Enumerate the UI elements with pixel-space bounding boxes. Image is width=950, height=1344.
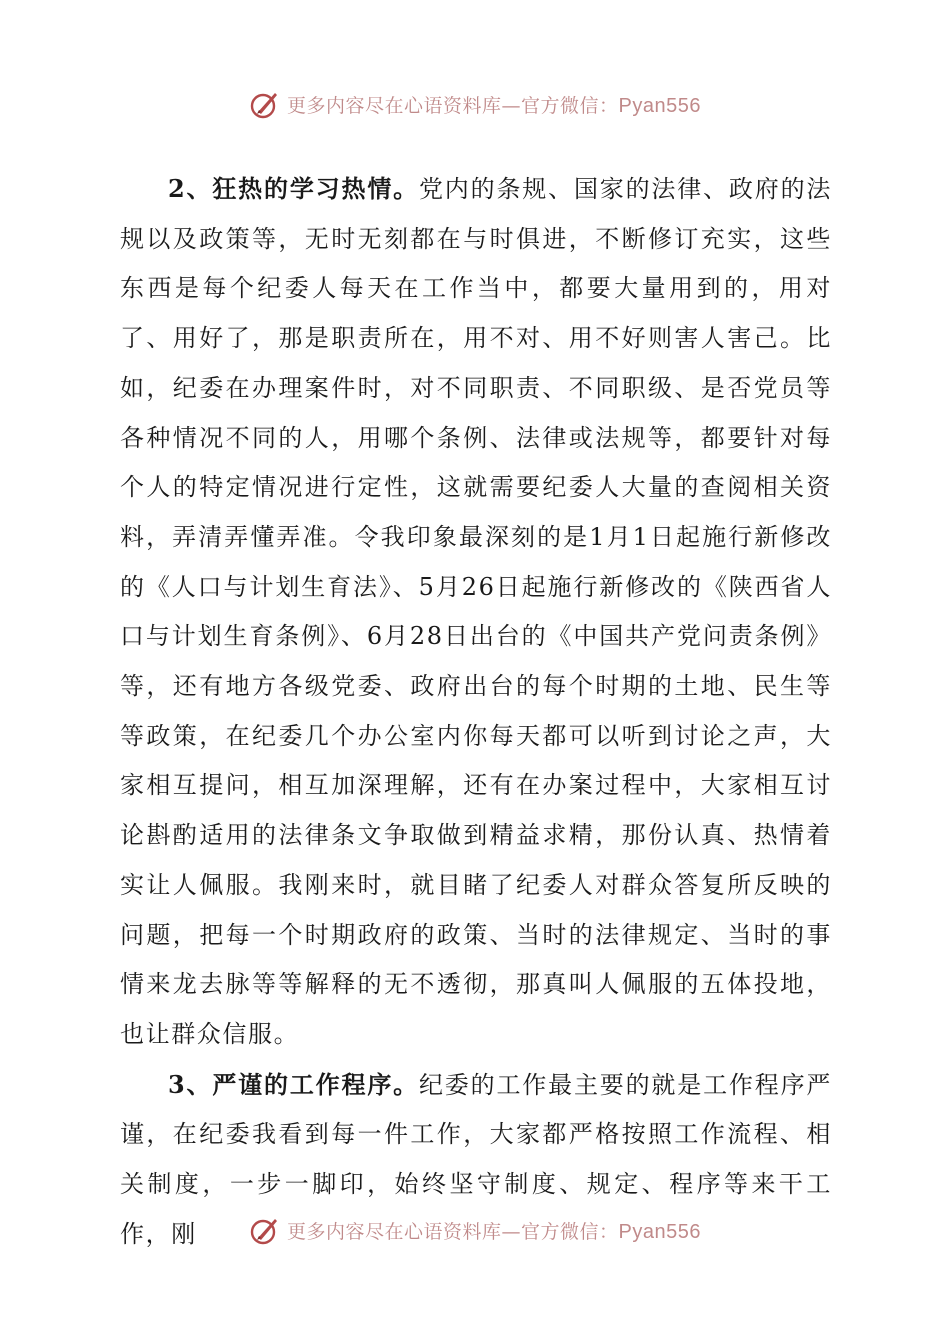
watermark-text — [287, 91, 701, 118]
watermark-wechat-id: Pyan556 — [618, 94, 701, 117]
paragraph-heading: 2、狂热的学习热情。 — [168, 174, 419, 203]
watermark-prefix: 更多内容尽在心语资料库—官方微信： — [287, 1220, 619, 1243]
watermark-prefix: 更多内容尽在心语资料库—官方微信： — [287, 94, 619, 117]
footer-watermark — [0, 1212, 950, 1248]
paragraph-text: 党内的条规、国家的法律、政府的法规以及政策等，无时无刻都在与时俱进，不断修订充实，这些东西是每个纪委人每天在工作当中，都要大量用到的，用对了、用好了，那是职责所在，用不对、用不好则害人害己。比如，纪委在办理案件时，对不同职责、不同职级、是否党员等各种情况不同的人，用哪个条例、法律或法规等，都要针对每个人的特定情况进行定性，这就需要纪委人大量的查阅相关资料，弄清弄懂弄准。令我印象最深刻的是1月1日起施行新修改的《人口与计划生育法》、5月26日起施行新修改的《陕西省人口与计划生育条例》、6月28日出台的《中国共产党问责条例》等，还有地方各级党委、政府出台的每个时期的土地、民生等等政策，在纪委几个办公室内你每天都可以听到讨论之声，大家相互提问，相互加深理解，还有在办案过程中，大家相互讨论斟酌适用的法律条文争取做到精益求精，那份认真、热情着实让人佩服。我刚来时，就目睹了纪委人对群众答复所反映的问题，把每一个时期政府的政策、当时的法律规定、当时的事情来龙去脉等等解释的无不透彻，那真叫人佩服的五体投地，也让群众信服。 — [120, 175, 832, 1048]
header-watermark — [0, 86, 950, 122]
paragraph-learning — [120, 164, 832, 1060]
paragraph-heading: 3、严谨的工作程序。 — [168, 1069, 419, 1099]
watermark-text — [287, 1217, 701, 1244]
watermark-wechat-id: Pyan556 — [618, 1220, 701, 1243]
quill-logo-icon — [249, 88, 281, 120]
document-body — [120, 164, 832, 1259]
quill-logo-icon — [249, 1214, 281, 1246]
paragraph-text: 纪委的工作最主要的就是工作程序严谨，在纪委我看到每一件工作，大家都严格按照工作流程、相关制度，一步一脚印，始终坚守制度、规定、程序等来干工作，刚 — [120, 1070, 832, 1248]
